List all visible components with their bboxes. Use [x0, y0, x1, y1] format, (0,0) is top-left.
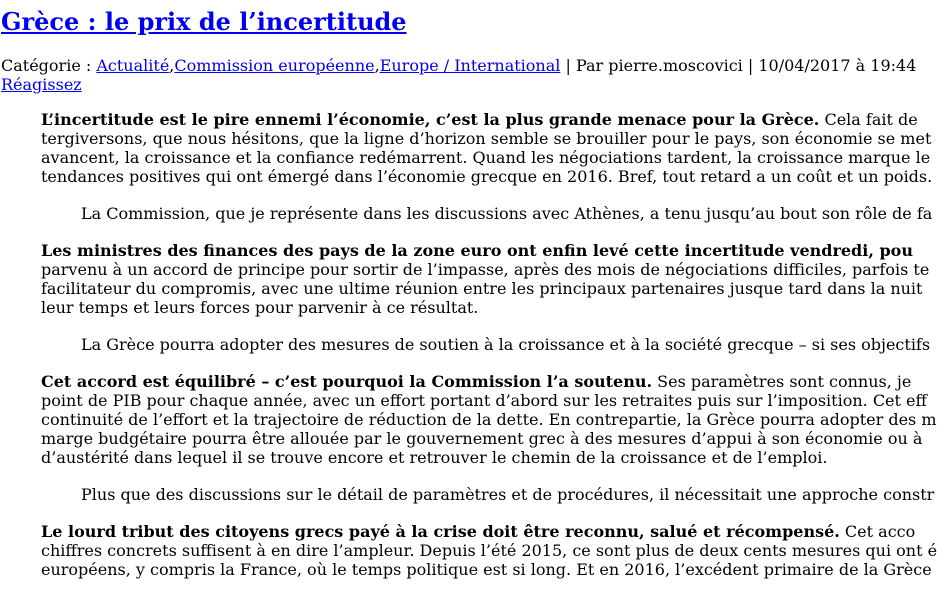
- article-title: [1, 6, 407, 38]
- paragraph-line: La Commission, que je représente dans les discussions avec Athènes, a tenu jusqu’au bout son rôle de fa: [81, 204, 933, 223]
- paragraph: [41, 110, 933, 186]
- paragraph: [41, 372, 937, 467]
- article-body: [41, 110, 937, 597]
- paragraph: [41, 335, 931, 354]
- paragraph-line: chiffres concrets suffisent à en dire l’ampleur. Depuis l’été 2015, ce sont plus de deux cents mesures qui ont é: [41, 541, 937, 560]
- category-link-europe[interactable]: Europe / International: [379, 56, 561, 75]
- react-link[interactable]: Réagissez: [1, 75, 82, 94]
- article-meta: [1, 56, 916, 75]
- category-separator: ,: [169, 56, 175, 75]
- paragraph-line: point de PIB pour chaque année, avec un effort portant d’abord sur les retraites puis sur l’imposition. Cet eff: [41, 391, 927, 410]
- paragraph-lead: Les ministres des finances des pays de la zone euro ont enfin levé cette incertitude vendredi, pou: [41, 241, 913, 260]
- article-title-link[interactable]: Grèce : le prix de l’incertitude: [1, 7, 407, 36]
- paragraph: [41, 204, 933, 223]
- paragraph-line: tergiversons, que nous hésitons, que la ligne d’horizon semble se brouiller pour le pays, son économie se met: [41, 129, 932, 148]
- category-separator: ,: [374, 56, 380, 75]
- paragraph-line: La Grèce pourra adopter des mesures de soutien à la croissance et à la société grecque – si ses objectifs: [81, 335, 931, 354]
- paragraph-line: [41, 110, 916, 129]
- paragraph: [41, 522, 937, 579]
- author-date: | Par pierre.moscovici | 10/04/2017 à 19:44: [560, 56, 917, 75]
- paragraph-lead: Cet accord est équilibré – c’est pourquoi la Commission l’a soutenu.: [41, 372, 653, 391]
- paragraph-line: [41, 241, 916, 260]
- category-link-actualite[interactable]: Actualité: [96, 56, 170, 75]
- paragraph-line: tendances positives qui ont émergé dans l’économie grecque en 2016. Bref, tout retard a un coût et un poids.: [41, 167, 933, 186]
- paragraph-line: leur temps et leurs forces pour parvenir à ce résultat.: [41, 298, 479, 317]
- category-link-commission[interactable]: Commission européenne: [174, 56, 375, 75]
- paragraph-lead: Le lourd tribut des citoyens grecs payé à la crise doit être reconnu, salué et récompensé.: [41, 522, 840, 541]
- react-row: [1, 75, 82, 94]
- paragraph-line: facilitateur du compromis, avec une ultime réunion entre les principaux partenaires jusque tard dans la nuit: [41, 279, 923, 298]
- paragraph: [41, 241, 930, 317]
- paragraph-line: d’austérité dans lequel il se trouve encore et retrouver le chemin de la croissance et de l’emploi.: [41, 448, 828, 467]
- paragraph-line: continuité de l’effort et la trajectoire de réduction de la dette. En contrepartie, la Grèce pourra adopter des m: [41, 410, 937, 429]
- paragraph-line: [41, 372, 916, 391]
- paragraph-line: [41, 522, 916, 541]
- category-label: Catégorie :: [1, 56, 97, 75]
- paragraph-text: Cela fait de: [819, 110, 918, 129]
- paragraph-line: parvenu à un accord de principe pour sortir de l’impasse, après des mois de négociations difficiles, parfois te: [41, 260, 930, 279]
- paragraph-line: avancent, la croissance et la confiance redémarrent. Quand les négociations tardent, la croissance marque le: [41, 148, 931, 167]
- paragraph-line: Plus que des discussions sur le détail de paramètres et de procédures, il nécessitait une approche constr: [81, 485, 935, 504]
- paragraph-line: européens, y compris la France, où le temps politique est si long. Et en 2016, l’excédent primaire de la Grèce: [41, 560, 932, 579]
- paragraph-lead: L’incertitude est le pire ennemi l’économie, c’est la plus grande menace pour la Grèce.: [41, 110, 820, 129]
- paragraph-text: Ses paramètres sont connus, je: [652, 372, 912, 391]
- paragraph-line: marge budgétaire pourra être allouée par le gouvernement grec à des mesures d’appui à son économie ou à: [41, 429, 923, 448]
- paragraph: [41, 485, 935, 504]
- paragraph-text: Cet acco: [839, 522, 916, 541]
